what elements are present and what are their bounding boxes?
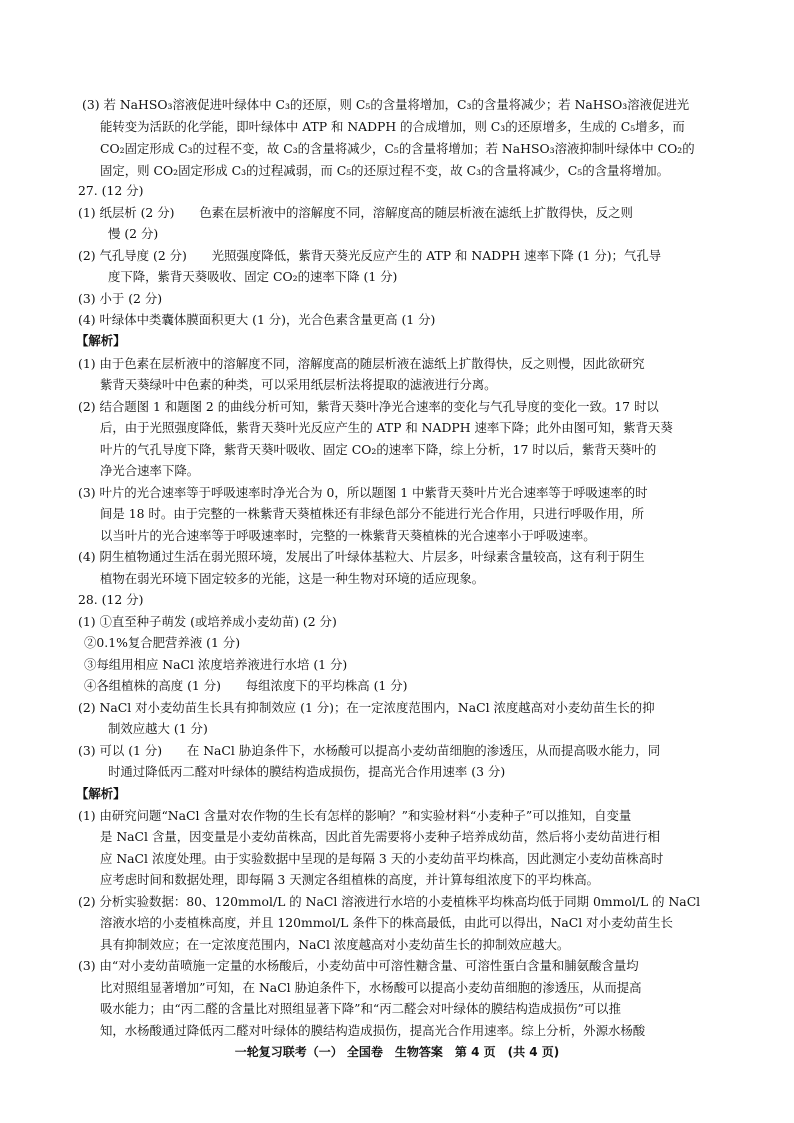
answer-line: (2) 气孔导度 (2 分) 光照强度降低，紫背天葵光反应产生的 ATP 和 NADPH 速率下降 (1 分)；气孔导 xyxy=(78,248,662,263)
answer-line: (1) ①直至种子萌发 (或培养成小麦幼苗) (2 分) xyxy=(78,614,337,629)
analysis-line: 溶液水培的小麦植株高度，并且 120mmol/L 条件下的株高最低，由此可以得出，NaCl 对小麦幼苗生长 xyxy=(100,915,673,930)
answer-line: ③每组用相应 NaCl 浓度培养液进行水培 (1 分) xyxy=(84,657,348,672)
question-header: 28. (12 分) xyxy=(78,592,144,607)
analysis-line: 紫背天葵绿叶中色素的种类，可以采用纸层析法将提取的滤液进行分离。 xyxy=(100,377,497,392)
text-line: CO₂固定形成 C₃的过程不变，故 C₃的含量将减少，C₅的含量将增加；若 NaHSO₃溶液抑制叶绿体中 CO₂的 xyxy=(100,141,695,156)
analysis-line: 具有抑制效应；在一定浓度范围内，NaCl 浓度越高对小麦幼苗生长的抑制效应越大。 xyxy=(100,937,570,952)
analysis-line: 是 NaCl 含量，因变量是小麦幼苗株高，因此首先需要将小麦种子培养成幼苗，然后将小麦幼苗进行相 xyxy=(100,829,660,844)
analysis-line: 应考虑时间和数据处理，即每隔 3 天测定各组植株的高度，并计算每组浓度下的平均株高。 xyxy=(100,872,599,887)
analysis-line: (4) 阴生植物通过生活在弱光照环境，发展出了叶绿体基粒大、片层多，叶绿素含量较高，这有利于阴生 xyxy=(78,549,645,564)
analysis-line: 吸水能力；由“丙二醛的含量比对照组显著下降”和“丙二醛会对叶绿体的膜结构造成损伤”可以推 xyxy=(100,1001,621,1016)
answer-line: ④各组植株的高度 (1 分) 每组浓度下的平均株高 (1 分) xyxy=(84,678,408,693)
answer-line: (1) 纸层析 (2 分) 色素在层析液中的溶解度不同，溶解度高的随层析液在滤纸上扩散得快，反之则 xyxy=(78,205,633,220)
question-header: 27. (12 分) xyxy=(78,183,144,198)
analysis-line: (3) 由“对小麦幼苗喷施一定量的水杨酸后，小麦幼苗中可溶性糖含量、可溶性蛋白含量和脯氨酸含量均 xyxy=(78,958,639,973)
answer-line: 慢 (2 分) xyxy=(108,226,159,241)
analysis-line: 间是 18 时。由于完整的一株紫背天葵植株还有非绿色部分不能进行光合作用，只进行呼吸作用，所 xyxy=(100,506,645,521)
analysis-line: 应 NaCl 浓度处理。由于实验数据中呈现的是每隔 3 天的小麦幼苗平均株高，因此测定小麦幼苗株高时 xyxy=(100,851,664,866)
analysis-line: 比对照组显著增加”可知，在 NaCl 胁迫条件下，水杨酸可以提高小麦幼苗细胞的渗透压，从而提高 xyxy=(100,980,642,995)
text-line: 固定，则 CO₂固定形成 C₃的过程减弱，而 C₅的还原过程不变，故 C₃的含量将减少，C₅的含量将增加。 xyxy=(100,163,669,178)
analysis-line: (2) 分析实验数据：80、120mmol/L 的 NaCl 溶液进行水培的小麦植株平均株高均低于同期 0mmol/L 的 NaCl xyxy=(78,894,701,909)
answer-line: 时通过降低丙二醛对叶绿体的膜结构造成损伤，提高光合作用速率 (3 分) xyxy=(108,764,506,779)
analysis-line: 净光合速率下降。 xyxy=(100,463,200,478)
text-line: (3) 若 NaHSO₃溶液促进叶绿体中 C₃的还原，则 C₅的含量将增加，C₃的含量将减少；若 NaHSO₃溶液促进光 xyxy=(82,97,690,112)
analysis-line: 后，由于光照强度降低，紫背天葵叶光反应产生的 ATP 和 NADPH 速率下降；此外由图可知，紫背天葵 xyxy=(100,420,673,435)
answer-line: (4) 叶绿体中类囊体膜面积更大 (1 分)，光合色素含量更高 (1 分) xyxy=(78,312,436,327)
analysis-line: (3) 叶片的光合速率等于呼吸速率时净光合为 0，所以题图 1 中紫背天葵叶片光合速率等于呼吸速率的时 xyxy=(78,485,648,500)
text-line: 能转变为活跃的化学能，即叶绿体中 ATP 和 NADPH 的合成增加，则 C₃的还原增多，生成的 C₅增多，而 xyxy=(100,119,685,134)
analysis-line: (1) 由于色素在层析液中的溶解度不同，溶解度高的随层析液在滤纸上扩散得快，反之则慢，因此欲研究 xyxy=(78,356,645,371)
analysis-line: 知，水杨酸通过降低丙二醛对叶绿体的膜结构造成损伤，提高光合作用速率。综上分析，外源水杨酸 xyxy=(100,1023,646,1038)
analysis-label: 【解析】 xyxy=(76,333,126,348)
analysis-line: 以当叶片的光合速率等于呼吸速率时，完整的一株紫背天葵植株的光合速率小于呼吸速率。 xyxy=(100,528,596,543)
analysis-label: 【解析】 xyxy=(76,786,126,801)
answer-line: 度下降，紫背天葵吸收、固定 CO₂的速率下降 (1 分) xyxy=(108,269,398,284)
answer-line: ②0.1%复合肥营养液 (1 分) xyxy=(84,635,241,650)
analysis-line: (2) 结合题图 1 和题图 2 的曲线分析可知，紫背天葵叶净光合速率的变化与气孔导度的变化一致。17 时以 xyxy=(78,399,659,414)
answer-line: 制效应越大 (1 分) xyxy=(108,721,208,736)
answer-line: (2) NaCl 对小麦幼苗生长具有抑制效应 (1 分)；在一定浓度范围内，NaCl 浓度越高对小麦幼苗生长的抑 xyxy=(78,700,655,715)
answer-line: (3) 可以 (1 分) 在 NaCl 胁迫条件下，水杨酸可以提高小麦幼苗细胞的渗透压，从而提高吸水能力，同 xyxy=(78,743,661,758)
answer-line: (3) 小于 (2 分) xyxy=(78,291,163,306)
analysis-line: 叶片的气孔导度下降，紫背天葵叶吸收、固定 CO₂的速率下降，综上分析，17 时以后，紫背天葵叶的 xyxy=(100,442,657,457)
page-footer: 一轮复习联考（一） 全国卷 生物答案 第 4 页 (共 4 页) xyxy=(234,1045,560,1059)
analysis-line: 植物在弱光环境下固定较多的光能，这是一种生物对环境的适应现象。 xyxy=(100,571,485,586)
analysis-line: (1) 由研究问题“NaCl 含量对农作物的生长有怎样的影响？”和实验材料“小麦种子”可以推知，自变量 xyxy=(78,808,632,823)
